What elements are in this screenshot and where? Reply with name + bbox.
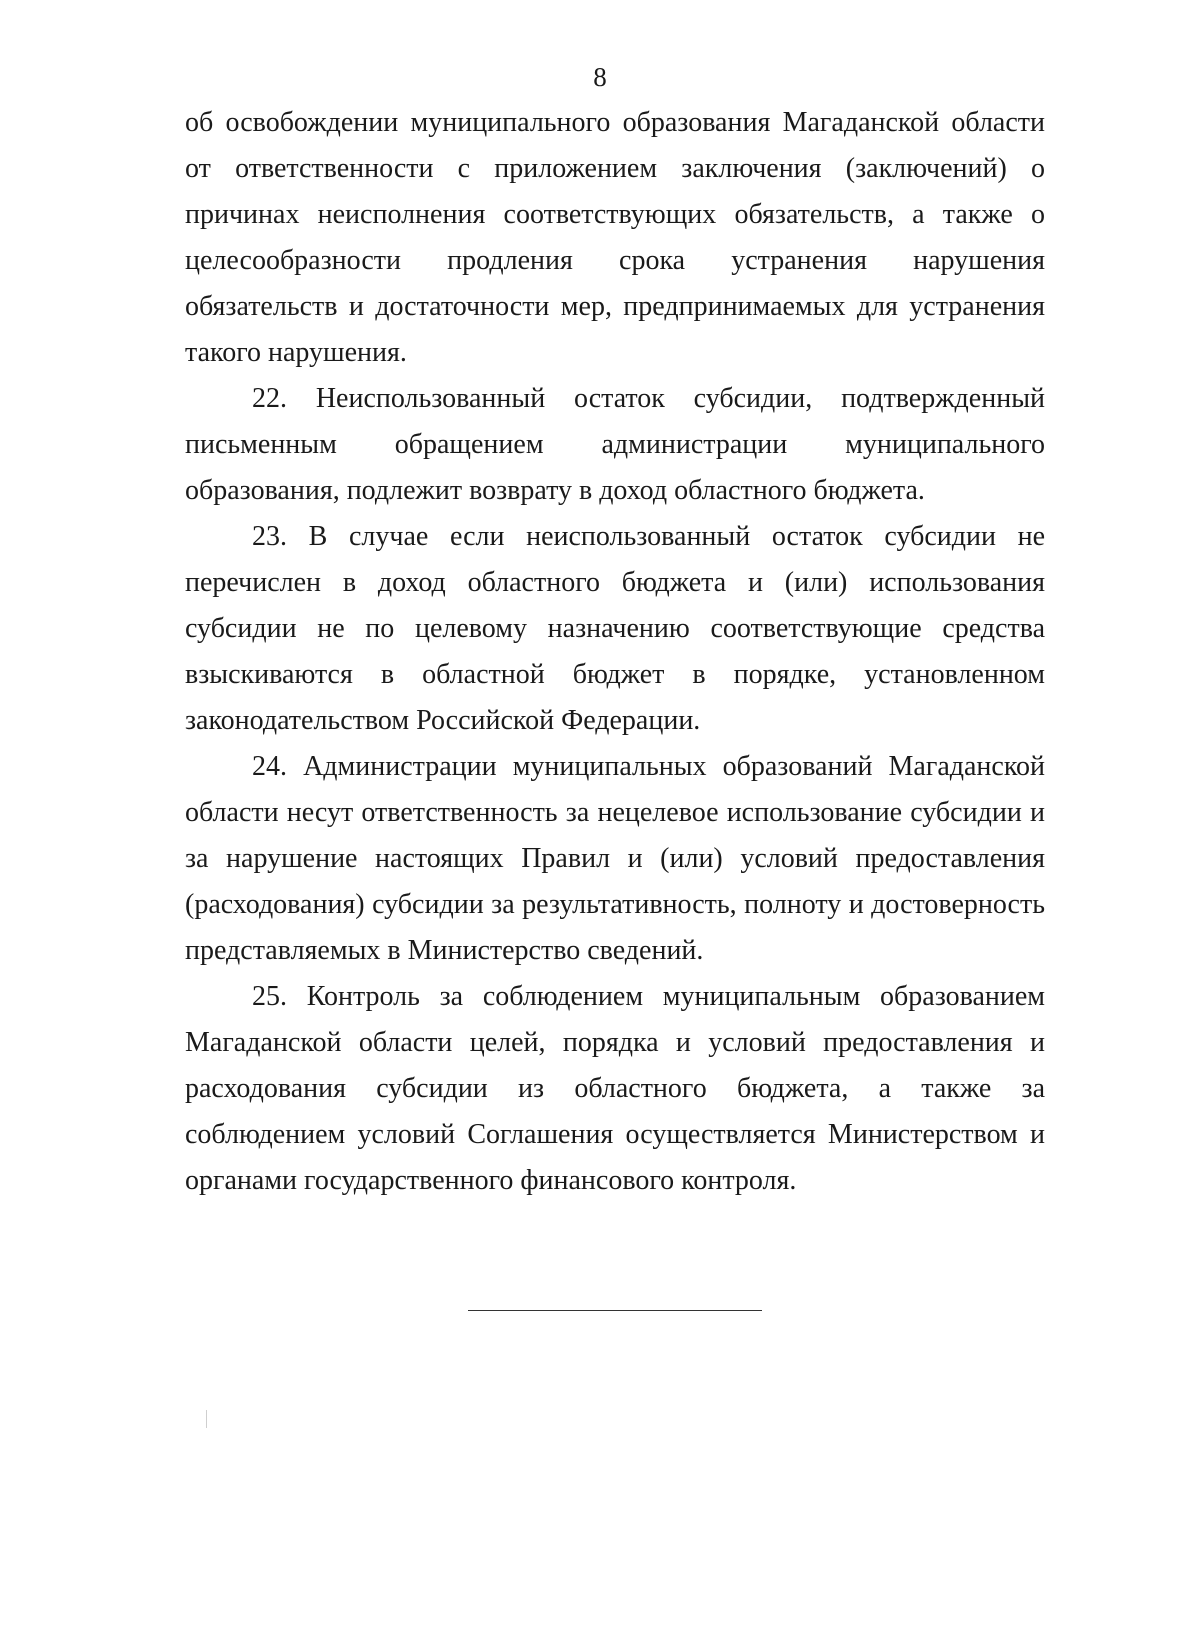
scan-artifact (206, 1410, 207, 1428)
paragraph-item-25: 25. Контроль за соблюдением муниципальным образованием Магаданской области целей, порядка и условий предоставления и расходования субсидии из областного бюджета, а также за соблюдением условий Соглашения осуществляется Министерством и органами государственного финансового контроля. (185, 981, 1045, 1196)
paragraph-continuation: об освобождении муниципального образования Магаданской области от ответственности с приложением заключения (заключений) о причинах неисполнения соответствующих обязательств, а также о целесообразности продления срока устранения нарушения обязательств и достаточности мер, предпринимаемых для устранения такого нарушения. (185, 107, 1045, 368)
closing-separator-line (468, 1310, 762, 1311)
paragraph-item-23: 23. В случае если неиспользованный остаток субсидии не перечислен в доход областного бюджета и (или) использования субсидии не по целевому назначению соответствующие средства взыскиваются в областной бюджет в порядке, установленном законодательством Российской Федерации. (185, 521, 1045, 736)
paragraph-item-22: 22. Неиспользованный остаток субсидии, подтвержденный письменным обращением администрации муниципального образования, подлежит возврату в доход областного бюджета. (185, 383, 1045, 506)
page-number: 8 (593, 62, 607, 92)
paragraph-item-24: 24. Администрации муниципальных образований Магаданской области несут ответственность за нецелевое использование субсидии и за нарушение настоящих Правил и (или) условий предоставления (расходования) субсидии за результативность, полноту и достоверность представляемых в Министерство сведений. (185, 751, 1045, 966)
document-body (185, 100, 1045, 1204)
